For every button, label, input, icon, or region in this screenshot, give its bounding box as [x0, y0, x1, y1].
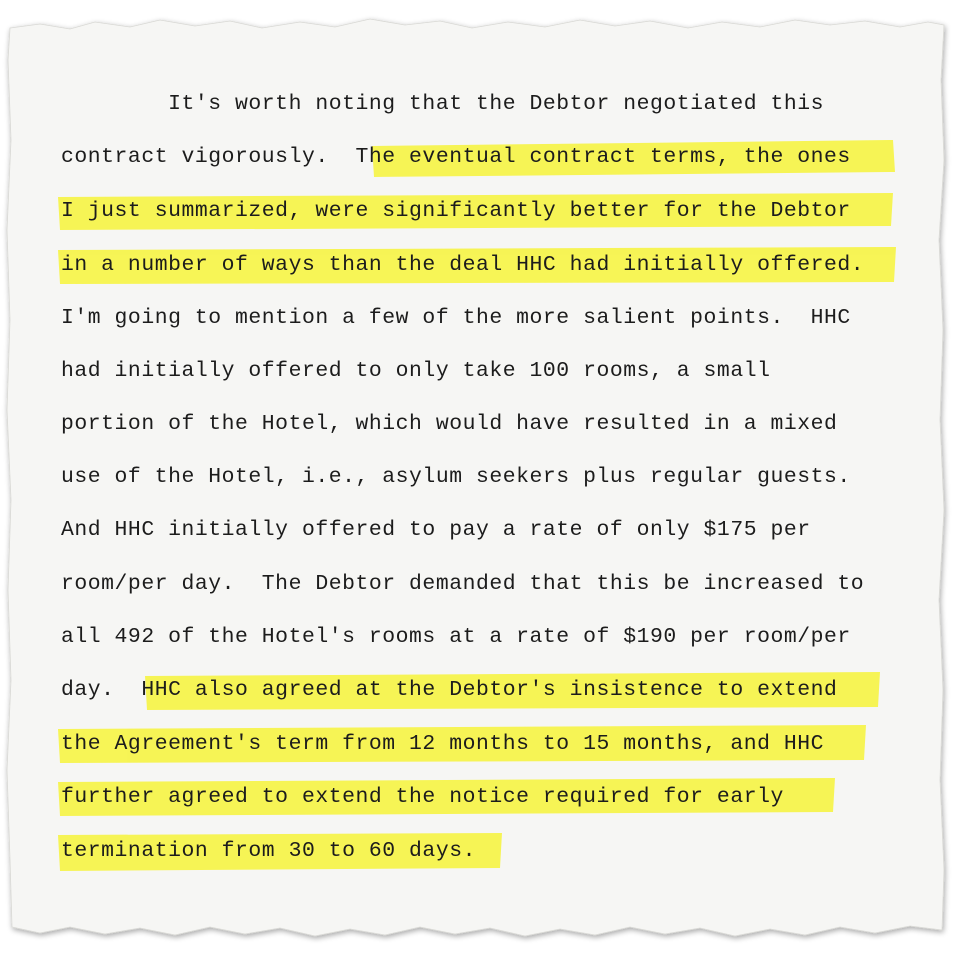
text-line-6: had initially offered to only take 100 rooms, a small	[61, 359, 771, 383]
text-line-12: day. HHC also agreed at the Debtor's insistence to extend	[61, 678, 838, 702]
text-line-1: It's worth noting that the Debtor negotiated this	[61, 92, 825, 116]
text-line-10: room/per day. The Debtor demanded that this be increased to	[61, 572, 865, 596]
text-line-15: termination from 30 to 60 days.	[61, 839, 476, 863]
text-line-11: all 492 of the Hotel's rooms at a rate of $190 per room/per	[61, 625, 851, 649]
text-line-3: I just summarized, were significantly better for the Debtor	[61, 199, 851, 223]
text-line-9: And HHC initially offered to pay a rate of only $175 per	[61, 518, 811, 542]
text-line-2: contract vigorously. The eventual contract terms, the ones	[61, 145, 851, 169]
text-line-8: use of the Hotel, i.e., asylum seekers plus regular guests.	[61, 465, 851, 489]
text-line-7: portion of the Hotel, which would have resulted in a mixed	[61, 412, 838, 436]
text-line-5: I'm going to mention a few of the more salient points. HHC	[61, 306, 851, 330]
text-line-14: further agreed to extend the notice required for early	[61, 785, 784, 809]
text-line-13: the Agreement's term from 12 months to 15 months, and HHC	[61, 732, 825, 756]
text-line-4: in a number of ways than the deal HHC had initially offered.	[61, 253, 865, 277]
